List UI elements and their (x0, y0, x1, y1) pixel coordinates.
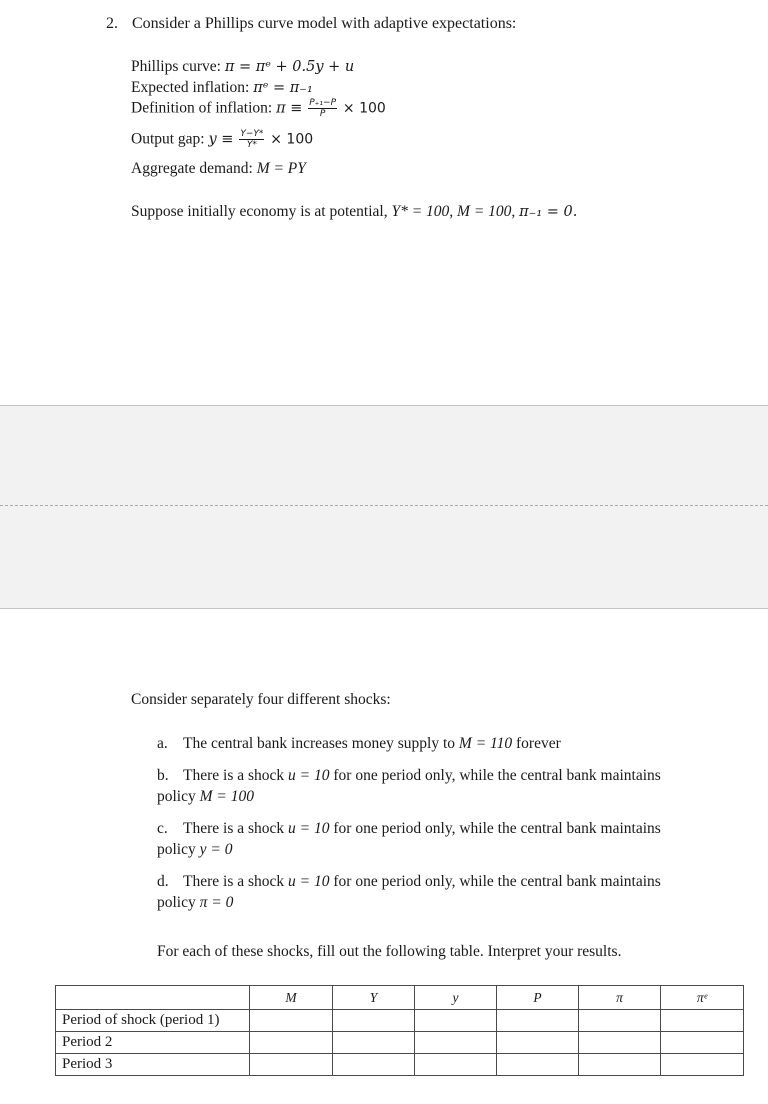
table-cell[interactable] (661, 1010, 744, 1032)
phillips-curve-equation: Phillips curve: π = πᵉ + 0.5y + u (131, 58, 355, 75)
table-row (56, 1032, 744, 1054)
question-number: 2. (106, 15, 118, 32)
output-gap-numerator: Y−Y* (240, 129, 264, 139)
table-cell[interactable] (250, 1010, 333, 1032)
table-cell[interactable] (333, 1054, 415, 1076)
shock-item-a: a. The central bank increases money supply to M = 110 forever (157, 735, 561, 752)
table-cell[interactable] (497, 1054, 579, 1076)
initial-condition: Suppose initially economy is at potential, Y* = 100, M = 100, π₋₁ = 0. (131, 203, 578, 220)
table-cell[interactable] (250, 1054, 333, 1076)
answer-table (55, 985, 744, 1076)
shock-item-b: b. There is a shock u = 10 for one period only, while the central bank maintains policy M = 100 (157, 767, 661, 805)
table-cell[interactable] (579, 1054, 661, 1076)
table-cell[interactable] (415, 1010, 497, 1032)
question-intro: Consider a Phillips curve model with adaptive expectations: (132, 15, 517, 32)
row-label-period-3: Period 3 (56, 1054, 250, 1076)
page-break-divider (0, 505, 768, 506)
table-cell[interactable] (415, 1054, 497, 1076)
inflation-definition-equation: Definition of inflation: π ≡ $\frac{\text{P₊₁−P}}{P}$ × 100 (131, 98, 386, 119)
table-cell[interactable] (333, 1032, 415, 1054)
table-row (56, 1010, 744, 1032)
column-header-Y: Y (333, 986, 415, 1010)
shocks-intro: Consider separately four different shocks: (131, 691, 391, 708)
page-break-band (0, 405, 768, 609)
aggregate-demand-math: M = PY (256, 160, 306, 177)
output-gap-lhs: y ≡ (208, 131, 234, 148)
table-corner-cell (56, 986, 250, 1010)
table-cell[interactable] (333, 1010, 415, 1032)
inflation-numerator: P₊₁−P (309, 98, 337, 108)
inflation-denominator: P (319, 109, 326, 119)
column-header-pi: π (579, 986, 661, 1010)
table-cell[interactable] (497, 1032, 579, 1054)
table-cell[interactable] (250, 1032, 333, 1054)
aggregate-demand-equation: Aggregate demand: M = PY (131, 160, 306, 177)
row-label-period-1: Period of shock (period 1) (56, 1010, 250, 1032)
row-label-period-2: Period 2 (56, 1032, 250, 1054)
inflation-multiplier: × 100 (342, 100, 386, 117)
output-gap-equation: Output gap: y ≡ $\frac{Y-Y*}{Y*}$ × 100 (131, 129, 314, 150)
table-cell[interactable] (579, 1032, 661, 1054)
column-header-P: P (497, 986, 579, 1010)
phillips-curve-math: π = πᵉ + 0.5y + u (224, 59, 355, 75)
table-row (56, 1054, 744, 1076)
table-cell[interactable] (415, 1032, 497, 1054)
output-gap-denominator: Y* (246, 140, 257, 150)
table-cell[interactable] (579, 1010, 661, 1032)
initial-condition-values: Y* = 100, M = 100, (391, 203, 516, 220)
table-cell[interactable] (661, 1032, 744, 1054)
expected-inflation-math: πᵉ = π₋₁ (253, 80, 313, 96)
shock-item-c: c. There is a shock u = 10 for one period only, while the central bank maintains policy y = 0 (157, 820, 661, 858)
table-header-row (56, 986, 744, 1010)
inflation-fraction (308, 98, 337, 120)
column-header-pi-expected: πᵉ (661, 986, 744, 1010)
column-header-M: M (250, 986, 333, 1010)
inflation-definition-lhs: π ≡ (276, 100, 303, 117)
shock-item-d: d. There is a shock u = 10 for one period only, while the central bank maintains policy π = 0 (157, 873, 661, 911)
initial-condition-pi: π₋₁ = 0. (519, 204, 578, 220)
output-gap-fraction (239, 129, 264, 151)
table-cell[interactable] (497, 1010, 579, 1032)
table-instructions: For each of these shocks, fill out the following table. Interpret your results. (157, 943, 622, 960)
expected-inflation-equation: Expected inflation: πᵉ = π₋₁ (131, 79, 313, 96)
output-gap-multiplier: × 100 (270, 131, 314, 148)
question-heading (106, 15, 516, 33)
table-cell[interactable] (661, 1054, 744, 1076)
column-header-y: y (415, 986, 497, 1010)
